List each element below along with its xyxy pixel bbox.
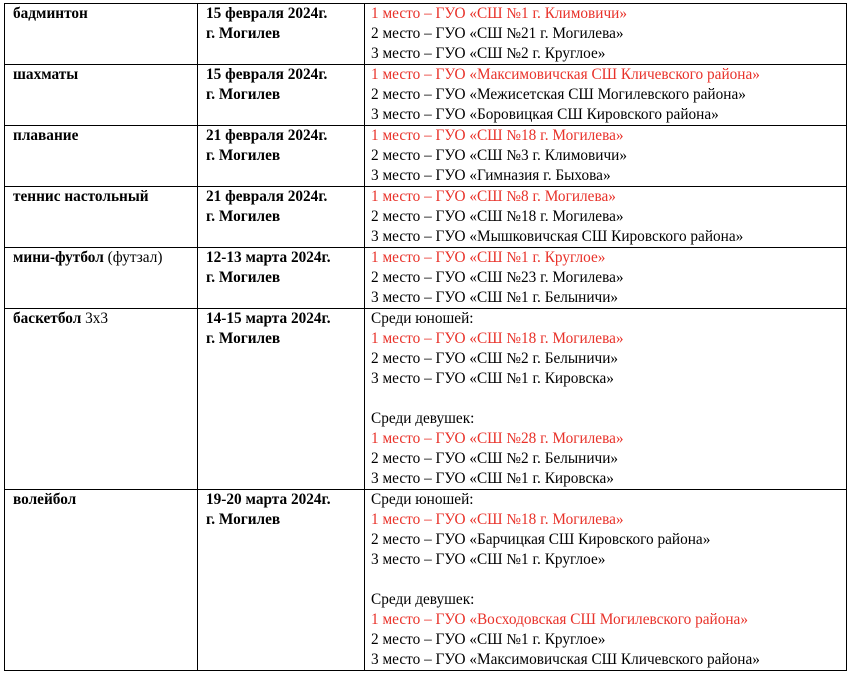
results-table bbox=[4, 3, 847, 671]
girls-label: Среди девушек: bbox=[371, 410, 475, 427]
date-cell bbox=[198, 126, 365, 187]
result-second: 2 место – ГУО «Барчицкая СШ Кировского района» bbox=[371, 531, 711, 548]
result-first: 1 место – ГУО «СШ №28 г. Могилева» bbox=[371, 430, 624, 447]
results-cell bbox=[365, 309, 847, 490]
date-cell bbox=[198, 4, 365, 65]
results-cell bbox=[365, 490, 847, 671]
event-place: г. Могилев bbox=[206, 330, 281, 347]
results-cell bbox=[365, 65, 847, 126]
result-first: 1 место – ГУО «СШ №8 г. Могилева» bbox=[371, 188, 616, 205]
result-first: 1 место – ГУО «СШ №18 г. Могилева» bbox=[371, 127, 624, 144]
table-row bbox=[5, 248, 847, 309]
result-third: 3 место – ГУО «Максимовичская СШ Кличевского района» bbox=[371, 651, 760, 668]
sport-cell bbox=[5, 490, 198, 671]
event-place: г. Могилев bbox=[206, 511, 281, 528]
sport-cell bbox=[5, 65, 198, 126]
sport-name-suffix: 3х3 bbox=[81, 310, 109, 327]
spacer bbox=[371, 389, 846, 409]
event-place: г. Могилев bbox=[206, 86, 281, 103]
event-place: г. Могилев bbox=[206, 147, 281, 164]
boys-label: Среди юношей: bbox=[371, 310, 474, 327]
event-date: 12-13 марта 2024г. bbox=[206, 249, 331, 266]
table-row bbox=[5, 4, 847, 65]
result-first: 1 место – ГУО «СШ №1 г. Круглое» bbox=[371, 249, 606, 266]
table-row bbox=[5, 187, 847, 248]
sport-cell bbox=[5, 248, 198, 309]
result-first: 1 место – ГУО «СШ №18 г. Могилева» bbox=[371, 511, 624, 528]
sport-name: баскетбол bbox=[13, 310, 82, 327]
result-second: 2 место – ГУО «СШ №1 г. Круглое» bbox=[371, 631, 606, 648]
table-row bbox=[5, 490, 847, 671]
result-first: 1 место – ГУО «СШ №18 г. Могилева» bbox=[371, 330, 624, 347]
result-first: 1 место – ГУО «Максимовичская СШ Кличевского района» bbox=[371, 66, 760, 83]
event-date: 19-20 марта 2024г. bbox=[206, 491, 331, 508]
date-cell bbox=[198, 309, 365, 490]
sport-cell bbox=[5, 4, 198, 65]
sport-name: теннис настольный bbox=[13, 188, 149, 205]
event-date: 21 февраля 2024г. bbox=[206, 188, 328, 205]
sport-name-suffix: (футзал) bbox=[103, 249, 163, 266]
results-cell bbox=[365, 4, 847, 65]
results-cell bbox=[365, 248, 847, 309]
event-place: г. Могилев bbox=[206, 208, 281, 225]
date-cell bbox=[198, 187, 365, 248]
result-second: 2 место – ГУО «СШ №3 г. Климовичи» bbox=[371, 147, 627, 164]
sport-name: мини-футбол bbox=[13, 249, 104, 266]
results-cell bbox=[365, 126, 847, 187]
table-row bbox=[5, 126, 847, 187]
result-third: 3 место – ГУО «СШ №1 г. Кировска» bbox=[371, 470, 614, 487]
table-row bbox=[5, 65, 847, 126]
result-second: 2 место – ГУО «СШ №18 г. Могилева» bbox=[371, 208, 624, 225]
result-second: 2 место – ГУО «СШ №21 г. Могилева» bbox=[371, 25, 624, 42]
result-third: 3 место – ГУО «СШ №1 г. Кировска» bbox=[371, 370, 614, 387]
spacer bbox=[371, 570, 846, 590]
result-third: 3 место – ГУО «Боровицкая СШ Кировского района» bbox=[371, 106, 719, 123]
date-cell bbox=[198, 65, 365, 126]
result-third: 3 место – ГУО «Мышковичская СШ Кировского района» bbox=[371, 228, 744, 245]
result-third: 3 место – ГУО «Гимназия г. Быхова» bbox=[371, 167, 611, 184]
result-second: 2 место – ГУО «СШ №23 г. Могилева» bbox=[371, 269, 624, 286]
sport-cell bbox=[5, 126, 198, 187]
sport-name: бадминтон bbox=[13, 5, 88, 22]
boys-label: Среди юношей: bbox=[371, 491, 474, 508]
event-place: г. Могилев bbox=[206, 269, 281, 286]
date-cell bbox=[198, 490, 365, 671]
table-row bbox=[5, 309, 847, 490]
result-third: 3 место – ГУО «СШ №1 г. Белыничи» bbox=[371, 289, 619, 306]
result-second: 2 место – ГУО «Межисетская СШ Могилевского района» bbox=[371, 86, 746, 103]
result-first: 1 место – ГУО «СШ №1 г. Климовичи» bbox=[371, 5, 627, 22]
date-cell bbox=[198, 248, 365, 309]
result-third: 3 место – ГУО «СШ №2 г. Круглое» bbox=[371, 45, 606, 62]
result-second: 2 место – ГУО «СШ №2 г. Белыничи» bbox=[371, 350, 619, 367]
result-third: 3 место – ГУО «СШ №1 г. Круглое» bbox=[371, 551, 606, 568]
sport-name: шахматы bbox=[13, 66, 79, 83]
event-date: 14-15 марта 2024г. bbox=[206, 310, 331, 327]
sport-name: волейбол bbox=[13, 491, 77, 508]
result-first: 1 место – ГУО «Восходовская СШ Могилевского района» bbox=[371, 611, 748, 628]
event-place: г. Могилев bbox=[206, 25, 281, 42]
event-date: 15 февраля 2024г. bbox=[206, 5, 328, 22]
result-second: 2 место – ГУО «СШ №2 г. Белыничи» bbox=[371, 450, 619, 467]
sport-cell bbox=[5, 309, 198, 490]
results-cell bbox=[365, 187, 847, 248]
event-date: 15 февраля 2024г. bbox=[206, 66, 328, 83]
event-date: 21 февраля 2024г. bbox=[206, 127, 328, 144]
sport-cell bbox=[5, 187, 198, 248]
sport-name: плавание bbox=[13, 127, 79, 144]
girls-label: Среди девушек: bbox=[371, 591, 475, 608]
